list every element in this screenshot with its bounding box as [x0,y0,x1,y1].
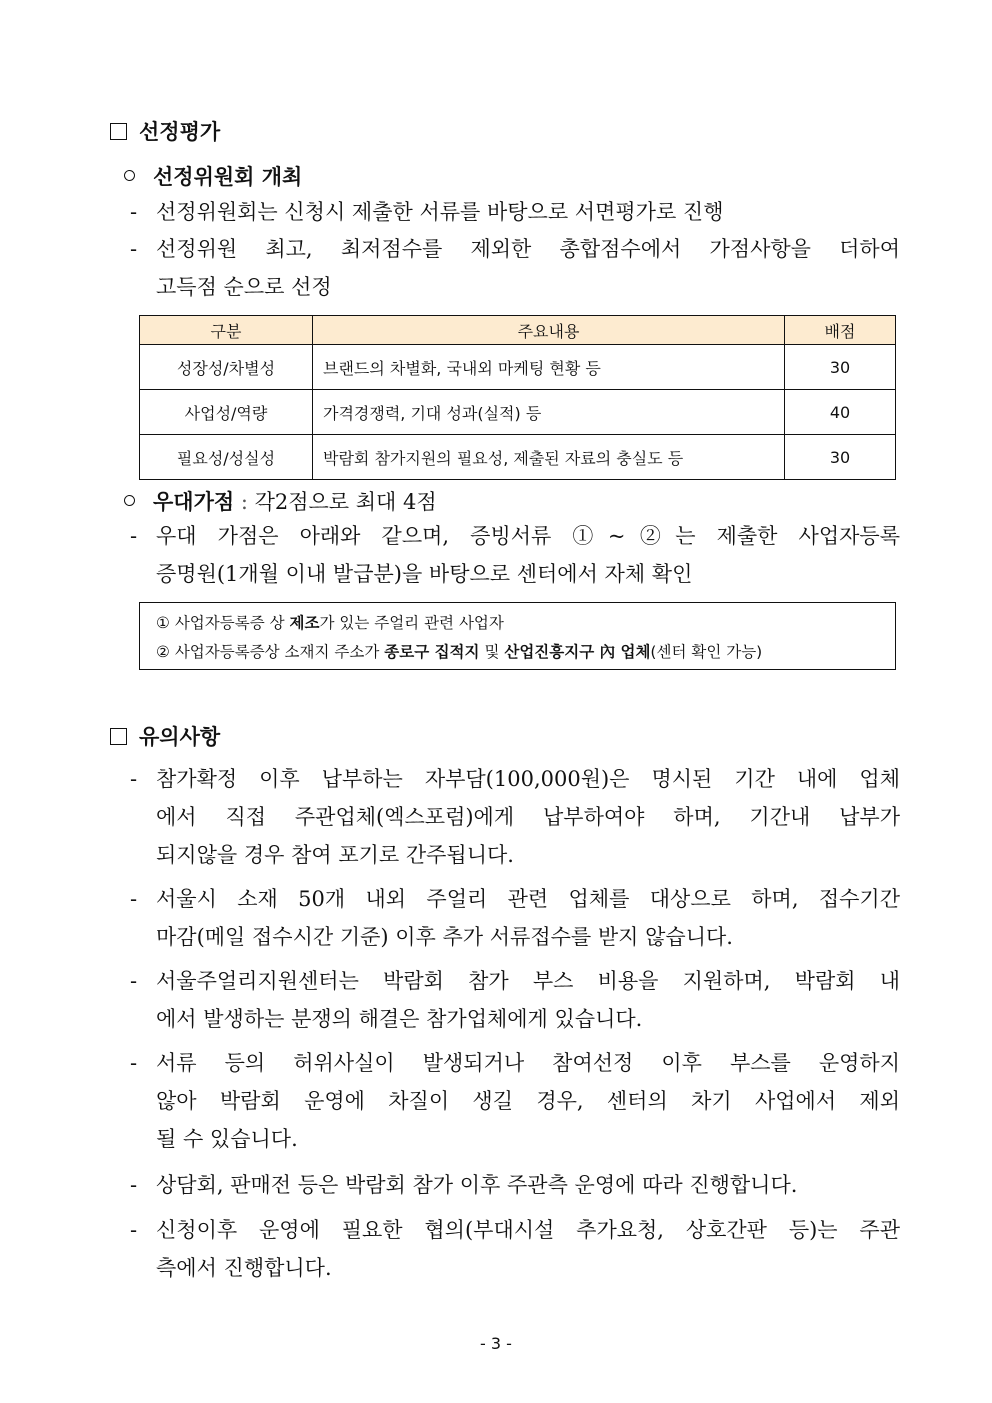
cell-score: 40 [785,390,896,435]
bullet-item: - 서류 등의 허위사실이 발생되거나 참여선정 이후 부스를 운영하지 않아 박람회 운영에 차질이 생길 경우, 센터의 차기 사업에서 제외 될 수 있습니다. [130,1051,900,1151]
section-heading-notice: 유의사항 [110,721,220,751]
circle-bullet-icon [124,170,135,181]
bonus-criteria-2: ② 사업자등록증상 소재지 주소가 종로구 집적지 및 산업진흥지구 內 업체(센터 확인 가능) [156,643,763,661]
checkbox-square-icon [110,728,127,745]
bullet-item: - 서울시 소재 50개 내외 주얼리 관련 업체를 대상으로 하며, 접수기간 마감(메일 접수시간 기준) 이후 추가 서류접수를 받지 않습니다. [130,887,900,949]
bullet-item: - 선정위원 최고, 최저점수를 제외한 총합점수에서 가점사항을 더하여 고득점 순으로 선정 [130,237,900,299]
bullet-item: - 신청이후 운영에 필요한 협의(부대시설 추가요청, 상호간판 등)는 주관 측에서 진행합니다. [130,1218,900,1280]
subheading-bonus: 우대가점 : 각2점으로 최대 4점 [124,486,437,516]
header-category: 구분 [140,316,313,345]
table-header-row [140,316,896,345]
circle-bullet-icon [124,495,135,506]
bonus-criteria-box [139,602,896,670]
cell-score: 30 [785,345,896,390]
checkbox-square-icon [110,123,127,140]
bullet-item: - 선정위원회는 신청시 제출한 서류를 바탕으로 서면평가로 진행 [130,200,724,224]
table-row [140,345,896,390]
cell-content: 브랜드의 차별화, 국내외 마케팅 현황 등 [313,345,785,390]
table-row [140,390,896,435]
cell-content: 박람회 참가지원의 필요성, 제출된 자료의 충실도 등 [313,435,785,480]
cell-category: 사업성/역량 [140,390,313,435]
section-heading-selection: 선정평가 [110,116,220,146]
subheading-committee: 선정위원회 개최 [124,161,302,191]
bonus-criteria-1: ① 사업자등록증 상 제조가 있는 주얼리 관련 사업자 [156,614,504,632]
cell-category: 필요성/성실성 [140,435,313,480]
header-score: 배점 [785,316,896,345]
cell-score: 30 [785,435,896,480]
bullet-item: - 참가확정 이후 납부하는 자부담(100,000원)은 명시된 기간 내에 업체 에서 직접 주관업체(엑스포럼)에게 납부하여야 하며, 기간내 납부가 되지않을 경우 참여 포기로 간주됩니다. [130,767,900,867]
cell-category: 성장성/차별성 [140,345,313,390]
header-content: 주요내용 [313,316,785,345]
bullet-item: - 상담회, 판매전 등은 박람회 참가 이후 주관측 운영에 따라 진행합니다. [130,1173,798,1197]
bullet-item: - 우대 가점은 아래와 같으며, 증빙서류 ①~②는 제출한 사업자등록 증명원(1개월 이내 발급분)을 바탕으로 센터에서 자체 확인 [130,524,900,586]
page-number: - 3 - [480,1334,512,1353]
bullet-item: - 서울주얼리지원센터는 박람회 참가 부스 비용을 지원하며, 박람회 내 에서 발생하는 분쟁의 해결은 참가업체에게 있습니다. [130,969,900,1031]
table-row [140,435,896,480]
cell-content: 가격경쟁력, 기대 성과(실적) 등 [313,390,785,435]
evaluation-table [139,315,896,480]
